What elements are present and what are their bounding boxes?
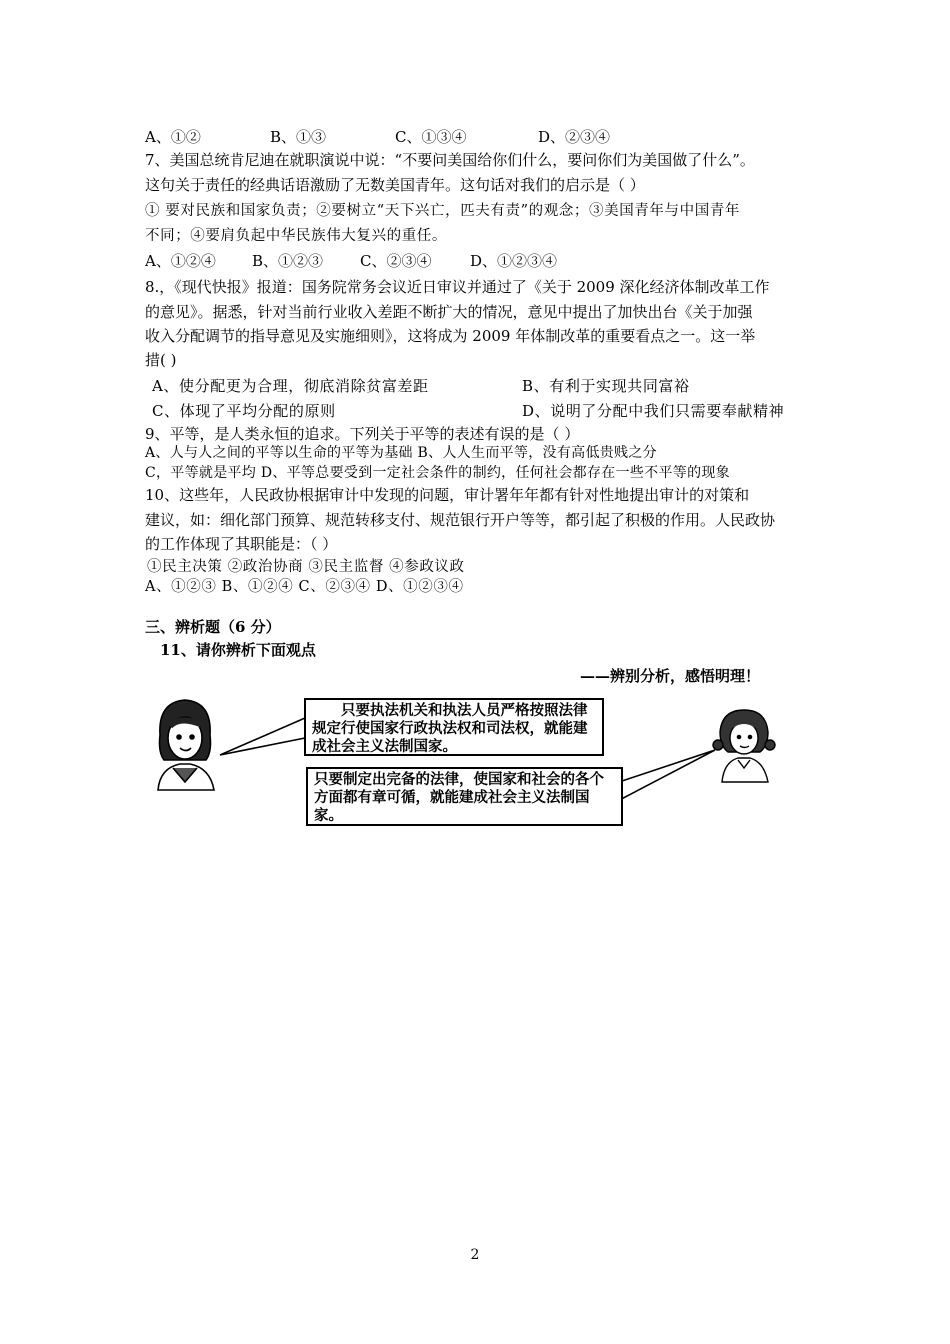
q8-stem-line3: 收入分配调节的指导意见及实施细则》，这将成为 2009 年体制改革的重要看点之一。这一举 bbox=[145, 327, 756, 345]
q7-stem-line2: 这句关于责任的经典话语激励了无数美国青年。这句话对我们的启示是（ ） bbox=[145, 176, 645, 194]
q7-option-a: A、①②④ bbox=[145, 252, 216, 270]
q6-option-a: A、①② bbox=[145, 128, 201, 146]
q7-items-line2: 不同；④要肩负起中华民族伟大复兴的重任。 bbox=[145, 228, 447, 244]
q8-option-d: D、说明了分配中我们只需要奉献精神 bbox=[522, 402, 785, 420]
girl-left-figure bbox=[158, 700, 214, 790]
q8-option-a: A、使分配更为合理，彻底消除贫富差距 bbox=[152, 377, 429, 395]
q10-stem-line2: 建议，如：细化部门预算、规范转移支付、规范银行开户等等，都引起了积极的作用。人民政协 bbox=[145, 511, 776, 529]
girl-right-figure bbox=[713, 710, 775, 782]
q8-option-b: B、有利于实现共同富裕 bbox=[522, 377, 690, 395]
motto: ——辨别分析，感悟明理！ bbox=[580, 667, 761, 685]
q7-option-c: C、②③④ bbox=[360, 252, 432, 270]
q7-option-b: B、①②③ bbox=[252, 252, 324, 270]
speech-bubble-bottom: 只要制定出完备的法律，使国家和社会的各个方面都有章可循，就能建成社会主义法制国家。 bbox=[306, 767, 623, 826]
q7-option-d: D、①②③④ bbox=[470, 252, 558, 270]
q6-option-c: C、①③④ bbox=[395, 128, 467, 146]
q9-options-cd: C，平等就是平均 D、平等总要受到一定社会条件的制约，任何社会都存在一些不平等的现象 bbox=[145, 465, 730, 481]
q9-options-ab: A、人与人之间的平等以生命的平等为基础 B、人人生而平等，没有高低贵贱之分 bbox=[145, 445, 657, 461]
q11-prompt: 11、请你辨析下面观点 bbox=[160, 641, 316, 659]
q8-stem-line2: 的意见》。据悉，针对当前行业收入差距不断扩大的情况，意见中提出了加快出台《关于加强 bbox=[145, 303, 753, 321]
q6-option-b: B、①③ bbox=[270, 128, 327, 146]
q10-options: A、①②③ B、①②④ C、②③④ D、①②③④ bbox=[145, 579, 464, 595]
section3-title: 三、辨析题（6 分） bbox=[145, 618, 281, 636]
q8-stem-line4: 措( ) bbox=[145, 351, 177, 369]
q7-items-line1: ① 要对民族和国家负责；②要树立“天下兴亡，匹夫有责”的观念；③美国青年与中国青年 bbox=[145, 203, 741, 219]
q7-stem-line1: 7、美国总统肯尼迪在就职演说中说：“不要问美国给你们什么，要问你们为美国做了什么”。 bbox=[145, 151, 755, 169]
q10-items: ①民主决策 ②政治协商 ③民主监督 ④参政议政 bbox=[147, 559, 465, 575]
speech-bubble-top: 只要执法机关和执法人员严格按照法律规定行使国家行政执法权和司法权，就能建成社会主义法制国家。 bbox=[304, 698, 604, 756]
q8-option-c: C、体现了平均分配的原则 bbox=[152, 402, 336, 420]
q9-stem: 9、平等，是人类永恒的追求。下列关于平等的表述有误的是（ ） bbox=[145, 425, 580, 443]
q8-stem-line1: 8.，《现代快报》报道：国务院常务会议近日审议并通过了《关于 2009 深化经济体制改革工作 bbox=[145, 278, 770, 296]
q10-stem-line1: 10、这些年，人民政协根据审计中发现的问题，审计署年年都有针对性地提出审计的对策和 bbox=[145, 486, 750, 504]
q10-stem-line3: 的工作体现了其职能是：（ ） bbox=[145, 535, 338, 553]
q6-option-d: D、②③④ bbox=[538, 128, 611, 146]
page-number: 2 bbox=[470, 1247, 480, 1263]
